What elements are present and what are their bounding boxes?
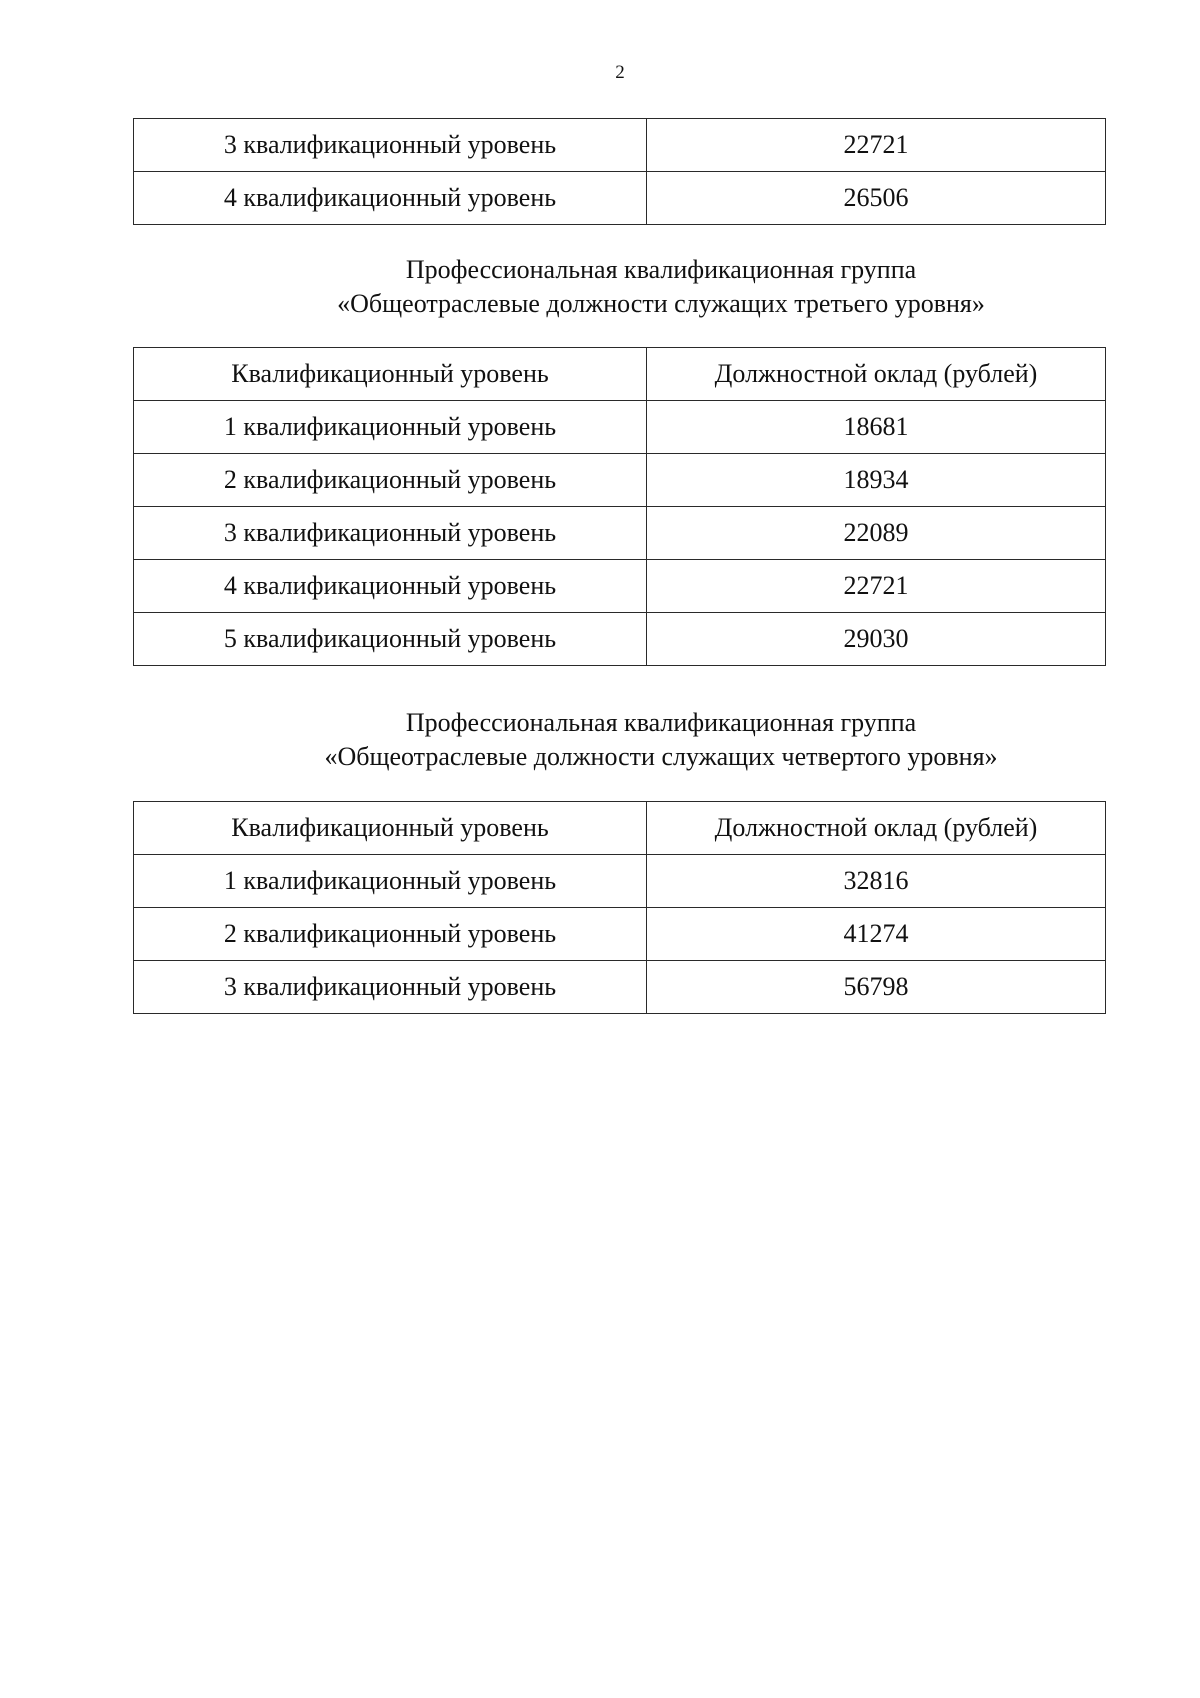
group4-title-line1: Профессиональная квалификационная группа [405, 708, 917, 737]
header-level-cell: Квалификационный уровень [134, 348, 647, 401]
header-salary-cell: Должностной оклад (рублей) [647, 348, 1106, 401]
header-level-cell: Квалификационный уровень [134, 802, 647, 855]
page-number: 2 [615, 62, 625, 83]
table-row [134, 961, 1106, 1014]
level-cell: 4 квалификационный уровень [134, 560, 647, 613]
group3-table [133, 347, 1106, 666]
group4-title-line2: «Общеотраслевые должности служащих четвертого уровня» [324, 742, 998, 771]
level-cell: 3 квалификационный уровень [134, 119, 647, 172]
level-cell: 1 квалификационный уровень [134, 401, 647, 454]
salary-cell: 22721 [647, 560, 1106, 613]
table-row [134, 507, 1106, 560]
table-row [134, 855, 1106, 908]
salary-cell: 22089 [647, 507, 1106, 560]
level-cell: 2 квалификационный уровень [134, 454, 647, 507]
level-cell: 5 квалификационный уровень [134, 613, 647, 666]
salary-cell: 29030 [647, 613, 1106, 666]
salary-cell: 41274 [647, 908, 1106, 961]
level-cell: 3 квалификационный уровень [134, 507, 647, 560]
table-row [134, 401, 1106, 454]
table-row [134, 908, 1106, 961]
salary-cell: 26506 [647, 172, 1106, 225]
table-row [134, 119, 1106, 172]
table-row [134, 454, 1106, 507]
salary-cell: 22721 [647, 119, 1106, 172]
table-header-row [134, 348, 1106, 401]
group4-table [133, 801, 1106, 1014]
group3-title-line2: «Общеотраслевые должности служащих третьего уровня» [337, 289, 985, 318]
level-cell: 4 квалификационный уровень [134, 172, 647, 225]
salary-cell: 32816 [647, 855, 1106, 908]
group4-title [133, 706, 1189, 774]
salary-cell: 56798 [647, 961, 1106, 1014]
group3-title-line1: Профессиональная квалификационная группа [405, 255, 917, 284]
level-cell: 3 квалификационный уровень [134, 961, 647, 1014]
group3-title [133, 253, 1189, 321]
table-row [134, 172, 1106, 225]
salary-cell: 18934 [647, 454, 1106, 507]
level-cell: 2 квалификационный уровень [134, 908, 647, 961]
header-salary-cell: Должностной оклад (рублей) [647, 802, 1106, 855]
table-row [134, 613, 1106, 666]
table-row [134, 560, 1106, 613]
table-header-row [134, 802, 1106, 855]
level-cell: 1 квалификационный уровень [134, 855, 647, 908]
continuation-table [133, 118, 1106, 225]
salary-cell: 18681 [647, 401, 1106, 454]
